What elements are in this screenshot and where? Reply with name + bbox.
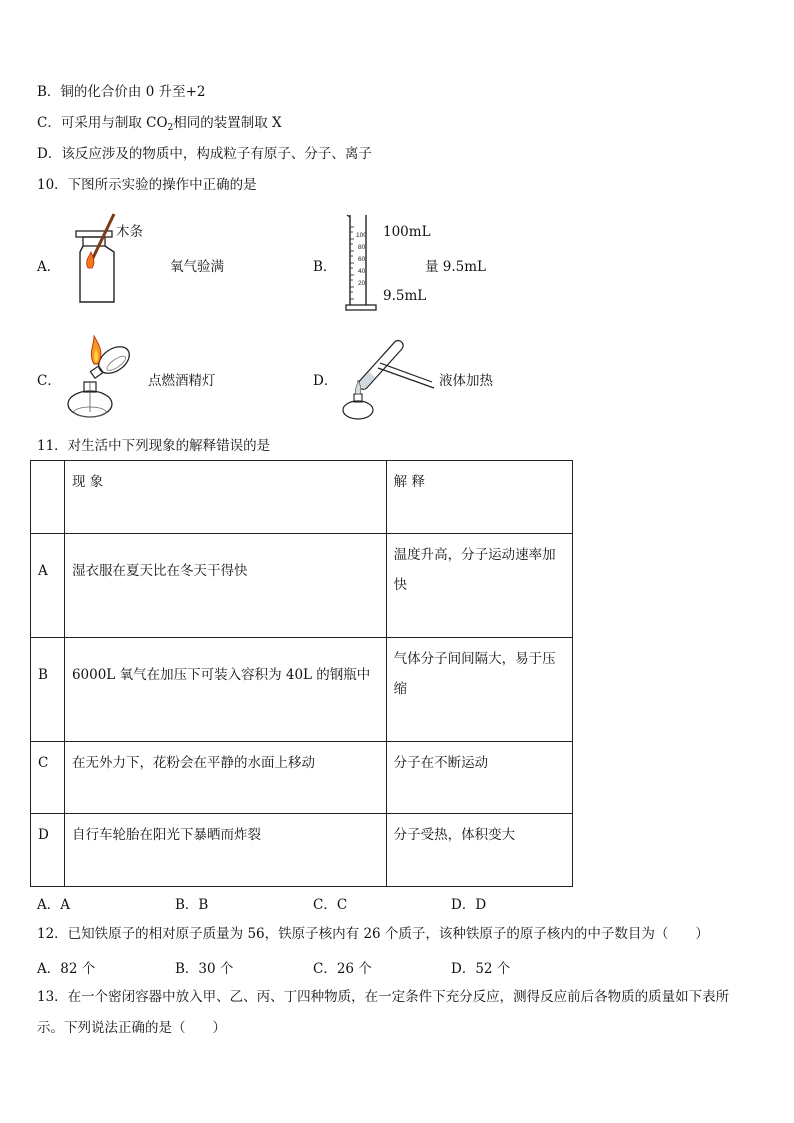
q12-option-b: B．30 个 [175, 961, 234, 977]
q11-option-b: B．B [175, 897, 209, 913]
header-cell: 解 释 [386, 461, 572, 534]
cylinder-bottom-label: 9.5mL [383, 288, 427, 304]
q9-option-c [37, 114, 282, 137]
q9-option-c-pre: C．可采用与制取 CO [37, 115, 168, 131]
q10-option-b-letter: B． [313, 259, 337, 275]
row-key: B [31, 638, 65, 742]
q10-option-d-letter: D． [313, 373, 338, 389]
row-explanation: 气体分子间间隔大，易于压 缩 [386, 638, 572, 742]
q11-option-a: A．A [37, 897, 70, 913]
q13-stem-line1: 13．在一个密闭容器中放入甲、乙、丙、丁四种物质，在一定条件下充分反应，测得反应前后各物质的质量如下表所 [37, 989, 730, 1005]
scale-label: 80 [358, 244, 366, 251]
q12-option-a: A．82 个 [37, 961, 96, 977]
header-cell [31, 461, 65, 534]
q10-option-b-label: 量 9.5mL [425, 259, 487, 275]
q10-option-a-letter: A． [37, 259, 61, 275]
q9-option-d: D．该反应涉及的物质中，构成粒子有原子、分子、离子 [37, 146, 372, 162]
scale-label: 100 [356, 232, 367, 239]
row-phenomenon: 6000L 氧气在加压下可装入容积为 40L 的钢瓶中 [64, 638, 386, 742]
heating-liquid-diagram [340, 330, 436, 422]
table-header-row [31, 461, 573, 534]
lighting-alcohol-lamps-diagram [64, 332, 146, 422]
q10-option-c-label: 点燃酒精灯 [148, 373, 216, 389]
row-phenomenon: 自行车轮胎在阳光下暴晒而炸裂 [64, 814, 386, 887]
q13-stem-line2: 示。下列说法正确的是（ ） [37, 1020, 226, 1036]
q11-option-c: C．C [313, 897, 348, 913]
q10-option-d-label: 液体加热 [439, 373, 493, 389]
cylinder-top-label: 100mL [383, 224, 431, 240]
stick-label: 木条 [116, 224, 143, 240]
q10-option-c-letter: C． [37, 373, 61, 389]
table-row [31, 534, 573, 638]
scale-label: 40 [358, 268, 366, 275]
q12-option-c: C．26 个 [313, 961, 372, 977]
q12-stem: 12．已知铁原子的相对原子质量为 56，铁原子核内有 26 个质子，该种铁原子的原子核内的中子数目为（ ） [37, 926, 709, 942]
table-row [31, 742, 573, 814]
row-key: D [31, 814, 65, 887]
row-key: A [31, 534, 65, 638]
co2-subscript: 2 [167, 123, 174, 133]
row-phenomenon: 湿衣服在夏天比在冬天干得快 [64, 534, 386, 638]
table-row [31, 638, 573, 742]
row-explanation: 分子在不断运动 [386, 742, 572, 814]
scale-label: 20 [358, 280, 366, 287]
table-row [31, 814, 573, 887]
q11-stem: 11．对生活中下列现象的解释错误的是 [37, 438, 271, 454]
q10-option-a-label: 氧气验满 [170, 259, 224, 275]
q11-option-d: D．D [451, 897, 487, 913]
scale-label: 60 [358, 256, 366, 263]
q9-option-b: B．铜的化合价由 0 升至+2 [37, 84, 206, 100]
row-explanation: 温度升高，分子运动速率加 快 [386, 534, 572, 638]
q11-table [30, 460, 573, 887]
header-cell: 现 象 [64, 461, 386, 534]
q9-option-c-post: 相同的装置制取 X [173, 115, 282, 131]
q10-stem: 10．下图所示实验的操作中正确的是 [37, 177, 257, 193]
measuring-cylinder-diagram [344, 213, 380, 313]
row-explanation: 分子受热，体积变大 [386, 814, 572, 887]
row-key: C [31, 742, 65, 814]
row-phenomenon: 在无外力下，花粉会在平静的水面上移动 [64, 742, 386, 814]
q12-option-d: D．52 个 [451, 961, 511, 977]
